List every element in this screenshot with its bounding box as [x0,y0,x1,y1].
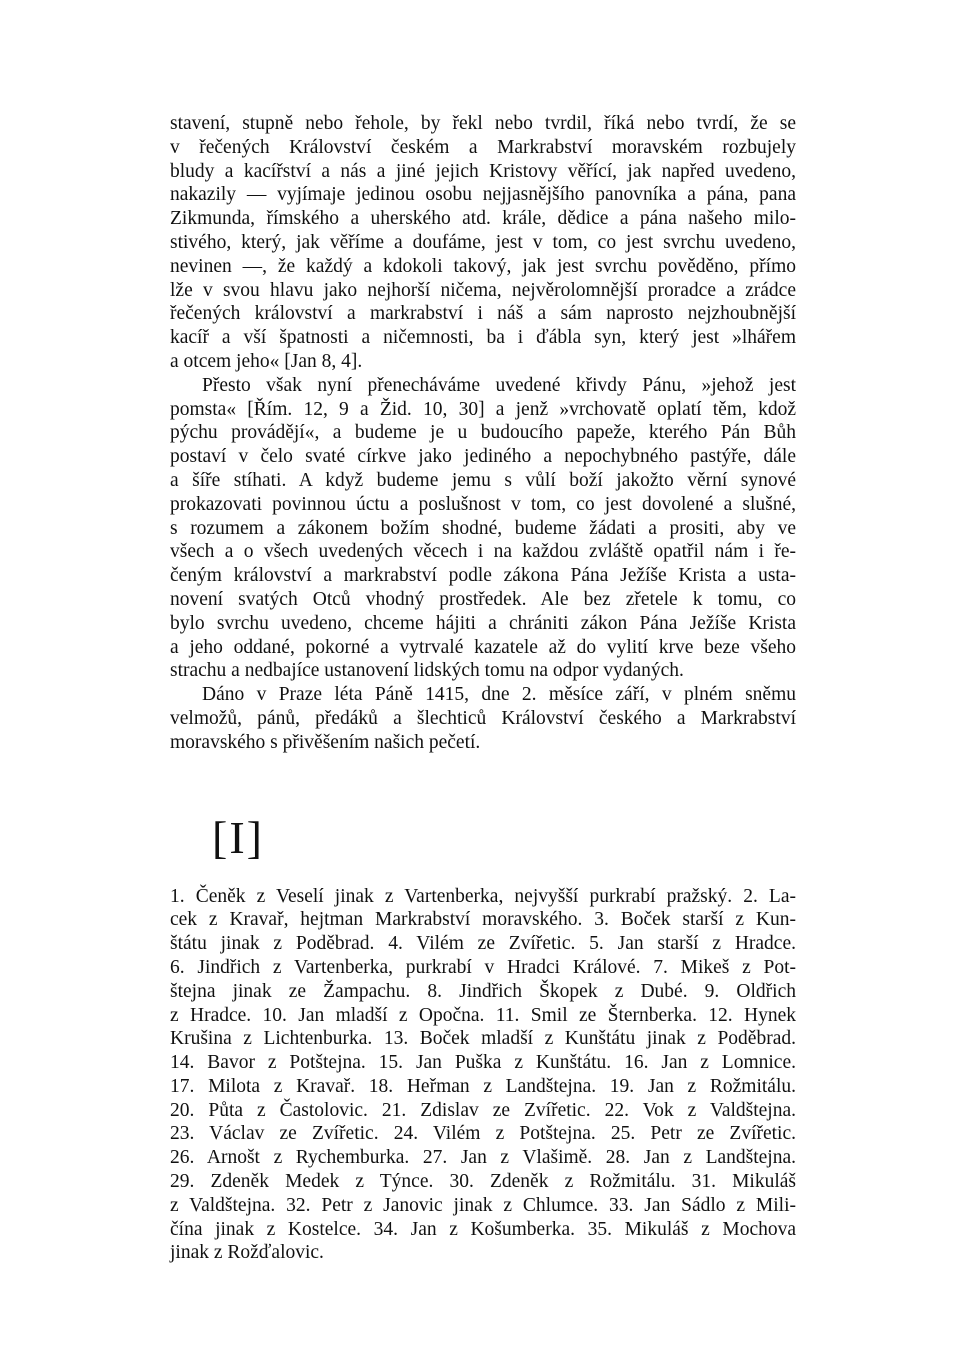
paragraph-3 [170,683,796,754]
text-line: prokazovati povinnou úctu a poslušnost v tom, co jest dovolené a slušné, [170,493,796,515]
text-line: z Valdštejna. 32. Petr z Janovic jinak z Chlumce. 33. Jan Sádlo z Mili- [170,1194,796,1216]
text-line: 26. Arnošt z Rychemburka. 27. Jan z Vlašimě. 28. Jan z Landštejna. [170,1147,796,1169]
text-line: nakazily — vyjímaje jedinou osobu nejjasnějšího panovníka a pána, pana [170,184,796,206]
text-line: cek z Kravař, hejtman Markrabství moravského. 3. Boček starší z Kun- [170,909,796,931]
text-line: 6. Jindřich z Vartenberka, purkrabí v Hradci Králové. 7. Mikeš z Pot- [170,956,796,978]
text-line: řečených království a markrabství i náš a sám naprosto nejzhoubnější [170,303,796,325]
text-line: postaví v čelo svaté církve jako jediného a nepochybného pastýře, dále [170,446,796,468]
text-line: Dáno v Praze léta Páně 1415, dne 2. měsíce září, v plném sněmu [202,684,796,706]
text-line: Krušina z Lichtenburka. 13. Boček mladší z Kunštátu jinak z Poděbrad. [170,1028,796,1050]
text-line: a šíře stíhati. A když budeme jemu s vůlí boží jakožto věrní synové [170,469,796,491]
text-line: jinak z Rožďalovic. [170,1242,324,1264]
text-line: štátu jinak z Poděbrad. 4. Vilém ze Zvířetic. 5. Jan starší z Hradce. [170,933,796,955]
text-line: z Hradce. 10. Jan mladší z Opočna. 11. Smil ze Šternberka. 12. Hynek [170,1004,796,1026]
text-line: stivého, který, jak věříme a doufáme, jest v tom, co jest svrchu uvedeno, [170,231,796,253]
signatories-list [170,885,796,1266]
text-line: Přesto však nyní přenecháváme uvedené křivdy Pánu, »jehož jest [202,374,796,396]
text-line: štejna jinak ze Žampachu. 8. Jindřich Škopek z Dubé. 9. Oldřich [170,980,796,1002]
text-line: moravského s přivěšením našich pečetí. [170,731,481,753]
text-line: 20. Půta z Častolovic. 21. Zdislav ze Zvířetic. 22. Vok z Valdštejna. [170,1099,796,1121]
paragraph-1 [170,112,796,374]
text-line: v řečených Království českém a Markrabství moravském rozbujely [170,136,796,158]
text-line: Zikmunda, římského a uherského atd. krále, dědice a pána našeho milo- [170,208,796,230]
text-line: lže v svou hlavu jako nejhorší ničema, nejvěrolomnější proradce a zrádce [170,279,796,301]
text-line: stavení, stupně nebo řehole, by řekl nebo tvrdil, říká nebo tvrdí, že se [170,113,796,134]
text-line: a otcem jeho« [Jan 8, 4]. [170,350,363,372]
text-line: velmožů, pánů, předáků a šlechticů Království českého a Markrabství [170,707,796,729]
text-line: novení svatých Otců vhodný prostředek. Ale bez zřetele k tomu, co [170,588,796,610]
text-line: 29. Zdeněk Medek z Týnce. 30. Zdeněk z Rožmitálu. 31. Mikuláš [170,1171,796,1193]
text-line: 1. Čeněk z Veselí jinak z Vartenberka, nejvyšší purkrabí pražský. 2. La- [170,885,796,907]
paragraph-2 [170,374,796,683]
text-line: čína jinak z Kostelce. 34. Jan z Košumberka. 35. Mikuláš z Mochova [170,1218,796,1240]
text-line: strachu a nedbajíce ustanovení lidských tomu na odpor vydaných. [170,660,684,682]
document-page [170,112,796,1265]
text-line: 17. Milota z Kravař. 18. Heřman z Landštejna. 19. Jan z Rožmitálu. [170,1075,796,1097]
text-line: bylo svrchu uvedeno, chceme hájiti a chrániti zákon Pána Ježíše Krista [170,612,796,634]
text-line: s rozumem a zákonem božím shodné, budeme žádati a prositi, aby ve [170,517,796,539]
text-line: bludy a kacířství a nás a jiné jejich Kristovy věřící, jak napřed uvedeno, [170,160,796,182]
text-line: čeným království a markrabství podle zákona Pána Ježíše Krista a usta- [170,565,796,587]
text-line: nevinen —, že každý a kdokoli takový, jak jest svrchu pověděno, přímo [170,255,796,277]
section-heading: [I] [212,811,264,863]
text-line: a jeho oddané, pokorné a vytrvalé kazatele až do vylití krve beze všeho [170,636,796,658]
text-line: 14. Bavor z Potštejna. 15. Jan Puška z Kunštátu. 16. Jan z Lomnice. [170,1052,796,1074]
text-line: kacíř a vší špatnosti a ničemnosti, ba i ďábla syn, který jest »lhářem [170,327,796,349]
text-line: pomsta« [Řím. 12, 9 a Žid. 10, 30] a jenž »vrchovatě oplatí těm, kdož [170,398,796,420]
text-line: 23. Václav ze Zvířetic. 24. Vilém z Potštejna. 25. Petr ze Zvířetic. [170,1123,796,1145]
text-line: všech a o všech uvedených věcech i na každou zvláště opatřil nám i ře- [170,541,796,563]
text-line: pýchu provádějí«, a budeme je u budoucího papeže, kterého Pán Bůh [170,422,796,444]
